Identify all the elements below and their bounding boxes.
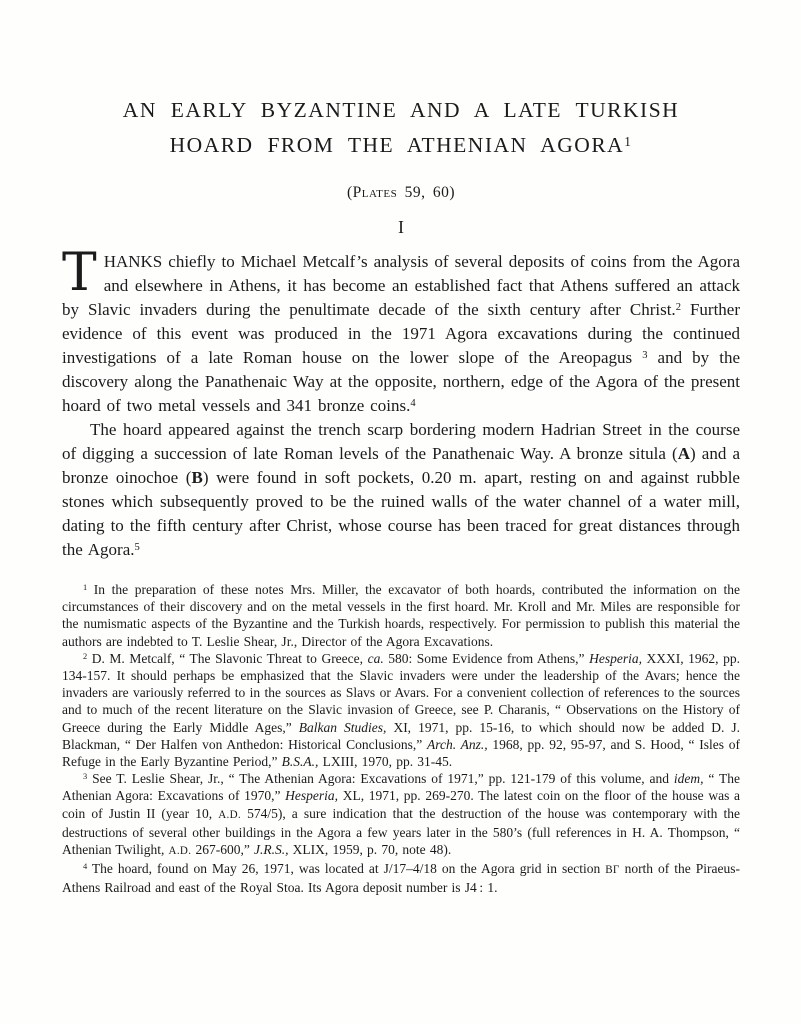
footnote: $^3$ See T. Leslie Shear, Jr., “ The Athenian Agora: Excavations of 1971,” pp. 121-179 of this volume, and idem, “ The Athenian Agora: Excavations of 1970,” Hesperia, XL, 1971, pp. 269-270. The latest coin on the floor of the house was a coin of Justin II (year 10, A.D. 574/5), a sure indication that the destruction of the house was contemporary with the destructions of several other buildings in the Agora a few years later in the 580’s (full references in H. A. Thompson, “ Athenian Twilight, A.D. 267-600,” J.R.S., XLIX, 1959, p. 70, note 48). <box>62 771 741 858</box>
footnote: $^2$ D. M. Metcalf, “ The Slavonic Threat to Greece, ca. 580: Some Evidence from Athens,” Hesperia, XXXI, 1962, pp. 134-157. It should perhaps be emphasized that the Slavic invaders were under the leadership of the Avars; hence the invaders are variously referred to in the sources as Slavs or Avars. For a convenient collection of references to the sources and to much of the recent literature on the Slavic invasion of Greece, see P. Charanis, “ Observations on the History of Greece during the Early Middle Ages,” Balkan Studies, XI, 1971, pp. 15-16, to which should now be added D. J. Blackman, “ Der Halfen von Anthedon: Historical Conclusions,” Arch. Anz., 1968, pp. 92, 95-97, and S. Hood, “ Isles of Refuge in the Early Byzantine Period,” B.S.A., LXIII, 1970, pp. 31-45. <box>62 650 741 770</box>
plates-note: (Plates 59, 60) <box>346 184 456 201</box>
footnotes-section <box>62 581 740 897</box>
section-heading: I <box>398 217 404 237</box>
article-title-line1: AN EARLY BYZANTINE AND A LATE TURKISH <box>122 98 680 122</box>
article-title <box>62 93 740 163</box>
body-paragraph: The hoard appeared against the trench scarp bordering modern Hadrian Street in the course of digging a succession of late Roman levels of the Panathenaic Way. A bronze situla (A) and a bronze oinochoe (B) were found in soft pockets, 0.20 m. apart, resting on and against rubble stones which subsequently proved to be the ruined walls of the water channel of a water mill, dating to the fifth century after Christ, whose course has been traced for great distances through the Agora.$^5$ <box>62 420 740 559</box>
footnote: $^4$ The hoard, found on May 26, 1971, was located at J/17–4/18 on the Agora grid in section ΒΓ north of the Piraeus-Athens Railroad and east of the Royal Stoa. Its Agora deposit number is J4 : 1. <box>62 861 740 896</box>
article-body <box>62 243 741 562</box>
article-title-line2: HOARD FROM THE ATHENIAN AGORA$^1$ <box>169 133 633 157</box>
footnote: $^1$ In the preparation of these notes Mrs. Miller, the excavator of both hoards, contributed the information on the circumstances of their discovery and on the metal vessels in the first hoard. Mr. Kroll and Mr. Miles are responsible for the numismatic aspects of the Byzantine and the Turkish hoards, respectively. For permission to publish this material the authors are indebted to T. Leslie Shear, Jr., Director of the Agora Excavations. <box>62 582 740 649</box>
body-paragraph: THANKS chiefly to Michael Metcalf’s analysis of several deposits of coins from the Agora and elsewhere in Athens, it has become an established fact that Athens suffered an attack by Slavic invaders during the penultimate decade of the sixth century after Christ.$^2$ Further evidence of this event was produced in the 1971 Agora excavations during the continued investigations of a late Roman house on the lower slope of the Areopagus $^3$ and by the discovery along the Panathenaic Way at the opposite, northern, edge of the Agora of the present hoard of two metal vessels and 341 bronze coins.$^4$ <box>62 243 741 415</box>
